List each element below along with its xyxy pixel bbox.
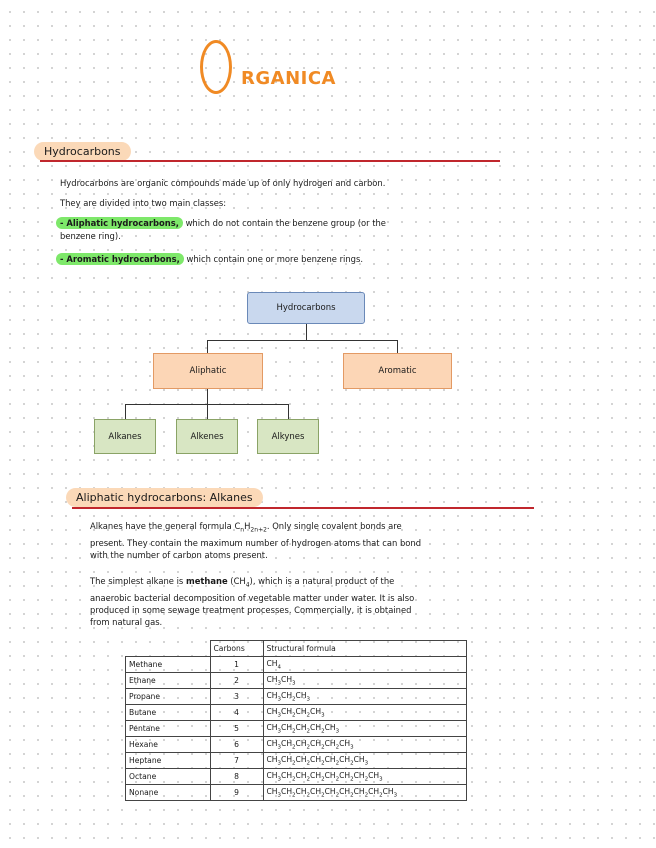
table-header-row [126, 641, 467, 657]
cell-carbons: 9 [210, 785, 263, 801]
cell-formula: $CH_3CH_3$ [263, 673, 466, 689]
section-header-hydrocarbons: Hydrocarbons [34, 142, 131, 161]
section-divider [72, 507, 534, 509]
cell-formula: $CH_3CH_2CH_3$ [263, 689, 466, 705]
diagram-node-aromatic: Aromatic [343, 353, 452, 389]
connector [207, 389, 208, 404]
aliphatic-definition: - Aliphatic hydrocarbons, which do not contain the benzene group (or the [56, 217, 386, 229]
connector [207, 404, 208, 419]
cell-name: Nonane [126, 785, 211, 801]
cell-name: Pentane [126, 721, 211, 737]
diagram-node-hydrocarbons: Hydrocarbons [247, 292, 365, 324]
cell-formula: $CH_3CH_2CH_2CH_3$ [263, 705, 466, 721]
table-row [126, 737, 467, 753]
diagram-node-alkanes: Alkanes [94, 419, 156, 454]
methane-paragraph: The simplest alkane is methane $(CH_4)$, which is a natural product of the anaerobic bacterial decomposition of vegetable matter under water. It is also produced in some sewage treatment processes. Commercially, it is obtained from natural gas. [90, 576, 415, 627]
page-title: RGANICA [241, 68, 336, 89]
aromatic-definition: - Aromatic hydrocarbons, which contain one or more benzene rings. [56, 253, 363, 265]
diagram-node-alkynes: Alkynes [257, 419, 319, 454]
table-row [126, 753, 467, 769]
table-row [126, 705, 467, 721]
cell-carbons: 3 [210, 689, 263, 705]
hydrocarbons-classes: They are divided into two main classes: [60, 198, 227, 208]
column-header-formula: Structural formula [263, 641, 466, 657]
connector [306, 324, 307, 340]
cell-name: Propane [126, 689, 211, 705]
alkanes-table [125, 640, 467, 801]
aliphatic-highlight: - Aliphatic hydrocarbons, [56, 217, 183, 229]
connector [207, 340, 208, 353]
table-row [126, 721, 467, 737]
cell-carbons: 6 [210, 737, 263, 753]
cell-formula: $CH_4$ [263, 657, 466, 673]
cell-carbons: 5 [210, 721, 263, 737]
cell-name: Octane [126, 769, 211, 785]
cell-name: Hexane [126, 737, 211, 753]
cell-name: Methane [126, 657, 211, 673]
table-row [126, 785, 467, 801]
table-row [126, 689, 467, 705]
table-row [126, 673, 467, 689]
aliphatic-definition-cont: benzene ring). [60, 231, 121, 241]
aromatic-highlight: - Aromatic hydrocarbons, [56, 253, 184, 265]
cell-formula: $CH_3CH_2CH_2CH_2CH_2CH_2CH_2CH_3$ [263, 769, 466, 785]
cell-formula: $CH_3CH_2CH_2CH_2CH_2CH_2CH_2CH_2CH_3$ [263, 785, 466, 801]
table-row [126, 657, 467, 673]
connector [288, 404, 289, 419]
alkanes-formula-paragraph: Alkanes have the general formula $C_nH_{2n+2}$. Only single covalent bonds are present. They contain the maximum number of hydrogen atoms that can bond with the number of carbon atoms present. [90, 521, 422, 560]
cell-carbons: 7 [210, 753, 263, 769]
cell-carbons: 1 [210, 657, 263, 673]
cell-name: Butane [126, 705, 211, 721]
cell-carbons: 8 [210, 769, 263, 785]
cell-formula: $CH_3CH_2CH_2CH_2CH_3$ [263, 721, 466, 737]
hydrocarbons-intro: Hydrocarbons are organic compounds made up of only hydrogen and carbon. [60, 178, 386, 188]
cell-carbons: 2 [210, 673, 263, 689]
cell-name: Ethane [126, 673, 211, 689]
diagram-node-aliphatic: Aliphatic [153, 353, 263, 389]
connector [397, 340, 398, 353]
section-divider [40, 160, 500, 162]
diagram-node-alkenes: Alkenes [176, 419, 238, 454]
connector [207, 340, 398, 341]
column-header-carbons: Carbons [210, 641, 263, 657]
title-letter-o [200, 40, 232, 94]
cell-formula: $CH_3CH_2CH_2CH_2CH_2CH_3$ [263, 737, 466, 753]
connector [125, 404, 126, 419]
cell-name: Heptane [126, 753, 211, 769]
section-header-alkanes: Aliphatic hydrocarbons: Alkanes [66, 488, 263, 507]
cell-carbons: 4 [210, 705, 263, 721]
table-row [126, 769, 467, 785]
cell-formula: $CH_3CH_2CH_2CH_2CH_2CH_2CH_3$ [263, 753, 466, 769]
